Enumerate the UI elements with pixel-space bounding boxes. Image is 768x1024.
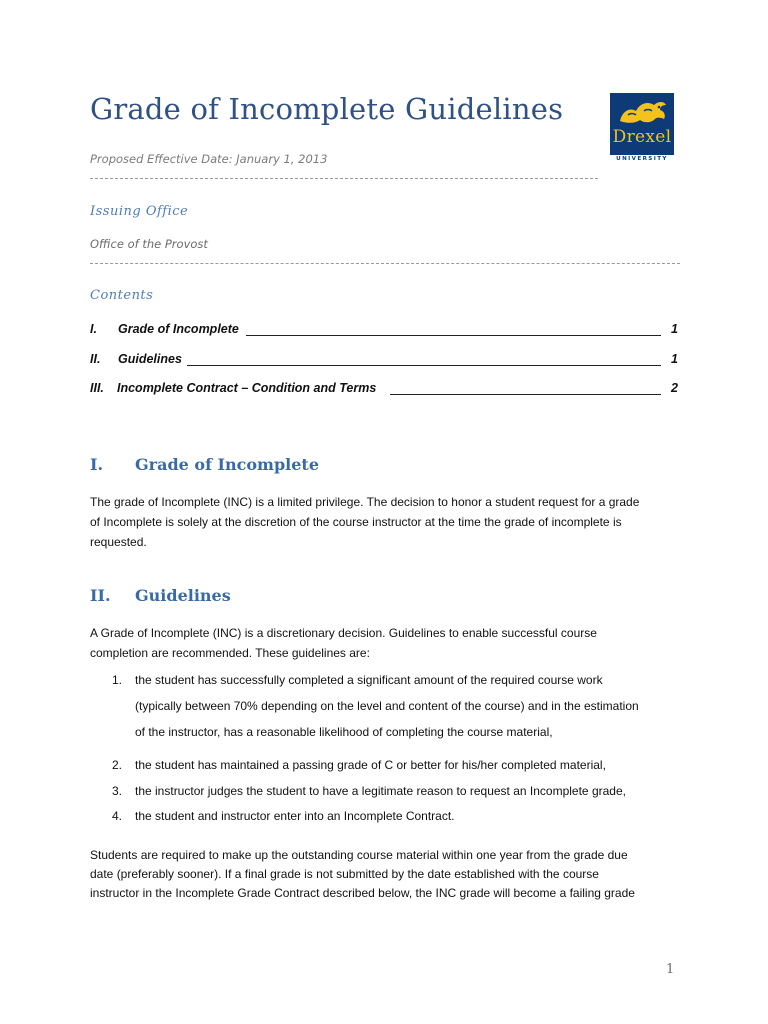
text-line: Students are required to make up the outstanding course material within one year from the grade due (90, 848, 628, 862)
toc-item[interactable] (90, 381, 678, 397)
effective-date: Proposed Effective Date: January 1, 2013 (90, 152, 328, 166)
logo-box (610, 93, 674, 155)
toc-number: III. (90, 381, 104, 395)
text-line: of the instructor, has a reasonable likelihood of completing the course material, (135, 725, 553, 739)
text-line: The grade of Incomplete (INC) is a limited privilege. The decision to honor a student request for a grade (90, 495, 640, 509)
list-number: 3. (112, 784, 123, 798)
issuing-office-value: Office of the Provost (90, 237, 208, 251)
divider (90, 263, 680, 264)
toc-leader (390, 394, 661, 395)
divider (90, 178, 598, 179)
logo-wordmark: Drexel (612, 127, 672, 147)
issuing-office-label: Issuing Office (90, 204, 189, 219)
text-line: (typically between 70% depending on the level and content of the course) and in the estimation (135, 699, 639, 713)
text-line: requested. (90, 535, 147, 549)
text-line: the student has successfully completed a significant amount of the required course work (135, 673, 603, 687)
toc-number: II. (90, 352, 101, 366)
text-line: instructor in the Incomplete Grade Contract described below, the INC grade will become a failing grade (90, 886, 635, 900)
text-line: A Grade of Incomplete (INC) is a discretionary decision. Guidelines to enable successful course (90, 626, 597, 640)
section-title: Guidelines (135, 586, 231, 605)
toc-text: Incomplete Contract – Condition and Terms (117, 381, 377, 395)
toc-item[interactable] (90, 352, 678, 368)
text-line: the student and instructor enter into an Incomplete Contract. (135, 809, 455, 823)
paragraph (90, 492, 680, 552)
list-body (135, 667, 639, 745)
paragraph (90, 846, 680, 903)
toc-page: 2 (671, 381, 678, 395)
toc-leader (187, 365, 661, 366)
list-body (135, 803, 455, 829)
text-line: the student has maintained a passing grade of C or better for his/her completed material, (135, 758, 606, 772)
text-line: of Incomplete is solely at the discretion of the course instructor at the time the grade of incomplete is (90, 515, 622, 529)
document-title: Grade of Incomplete Guidelines (90, 92, 564, 126)
text-line: completion are recommended. These guidelines are: (90, 646, 370, 660)
section-number: I. (90, 455, 104, 474)
toc-page: 1 (671, 352, 678, 366)
list-number: 2. (112, 758, 123, 772)
toc-text: Grade of Incomplete (118, 322, 239, 336)
paragraph (90, 623, 680, 663)
page-number: 1 (666, 962, 675, 977)
list-number: 1. (112, 673, 123, 687)
toc-item[interactable] (90, 322, 678, 338)
text-line: date (preferably sooner). If a final grade is not submitted by the date established with the course (90, 867, 599, 881)
toc-number: I. (90, 322, 97, 336)
logo-subtitle: UNIVERSITY (616, 156, 668, 162)
list-body (135, 778, 626, 804)
list-number: 4. (112, 809, 123, 823)
section-number: II. (90, 586, 111, 605)
section-title: Grade of Incomplete (135, 455, 319, 474)
toc-text: Guidelines (118, 352, 182, 366)
toc-page: 1 (671, 322, 678, 336)
text-line: the instructor judges the student to have a legitimate reason to request an Incomplete grade, (135, 784, 626, 798)
dragon-icon (610, 93, 674, 129)
toc-leader (246, 335, 661, 336)
drexel-logo (609, 93, 675, 165)
list-body (135, 752, 606, 778)
contents-label: Contents (90, 288, 154, 303)
